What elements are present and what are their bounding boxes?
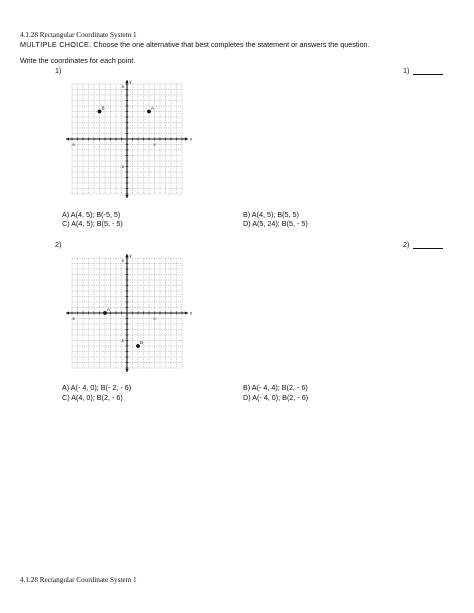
question-1-choice-b[interactable]: B) A(4, 5); B(5, 5) [243,210,299,219]
coordinate-graph-1 [58,76,198,208]
tick-label-y-neg: -5 [120,164,124,169]
y-axis-arrow-down-icon [125,369,128,372]
x-axis-arrow-icon [185,137,188,140]
question-1-number: 1) [55,66,62,75]
answer-blank[interactable] [413,242,443,249]
question-1-choice-c[interactable]: C) A(4, 5); B(5, - 5) [62,219,123,228]
tick-label-x-pos: 5 [153,142,156,147]
question-2-answer-line[interactable] [403,240,443,249]
question-1-answer-number: 1) [403,66,410,75]
question-1-choice-d[interactable]: D) A(5, 24); B(5, - 5) [243,219,308,228]
tick-label-x-pos: 5 [153,316,156,321]
y-axis-label: y [129,253,132,258]
x-axis-arrow-left-icon [66,311,69,314]
x-axis-label: x [189,136,193,142]
worksheet-title: 4.1.28 Rectangular Coordinate System 1 [20,31,137,39]
y-axis-arrow-icon [125,254,128,257]
tick-label-x-neg: -5 [71,316,75,321]
point-label: B [101,105,105,111]
question-1-answer-line[interactable] [403,66,443,75]
y-axis-arrow-icon [125,80,128,83]
footer-title: 4.1.28 Rectangular Coordinate System 1 [20,576,137,584]
x-axis-arrow-icon [185,311,188,314]
point-label: A [106,307,111,313]
x-axis-arrow-left-icon [66,137,69,140]
point-label: B [139,340,144,346]
directions-text: Choose the one alternative that best completes the statement or answers the question. [93,40,370,49]
directions [20,40,369,49]
y-axis-arrow-down-icon [125,195,128,198]
question-2-choice-b[interactable]: B) A(- 4, 4); B(2, - 6) [243,383,308,392]
question-2-number: 2) [55,240,62,249]
question-2-choice-c[interactable]: C) A(4, 0); B(2, - 6) [62,393,123,402]
tick-label-y-neg: -5 [120,338,124,343]
answer-blank[interactable] [413,68,443,75]
question-1-choice-a[interactable]: A) A(4, 5); B(-5, 5) [62,210,121,219]
coordinate-graph-2 [58,250,198,382]
y-axis-label: y [129,79,132,84]
tick-label-y-pos: 5 [121,258,124,263]
point-label: A [150,105,155,111]
tick-label-x-neg: -5 [71,142,75,147]
x-axis-label: x [189,310,193,316]
question-2-choice-a[interactable]: A) A(- 4, 0); B(- 2, - 6) [62,383,132,392]
question-2-choice-d[interactable]: D) A(- 4, 0); B(2, - 6) [243,393,309,402]
question-2-answer-number: 2) [403,240,410,249]
directions-lead: MULTIPLE CHOICE. [20,40,92,49]
tick-label-y-pos: 5 [121,84,124,89]
instruction: Write the coordinates for each point. [20,56,136,65]
